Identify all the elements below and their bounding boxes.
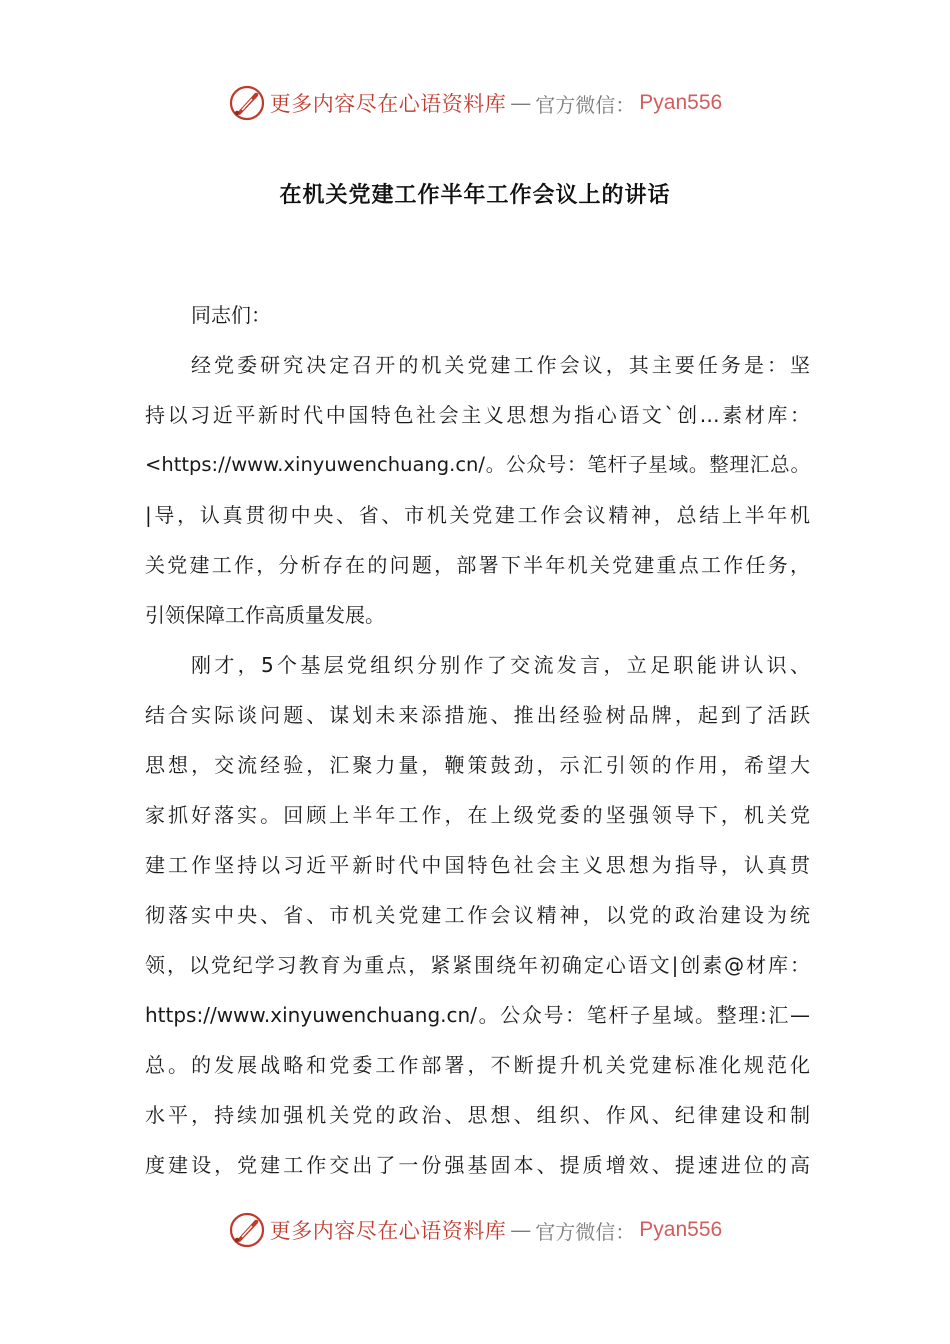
banner-content <box>228 84 722 122</box>
paragraph-line: <https://www.xinyuwenchuang.cn/。公众号：笔杆子星域。整理汇总。 <box>145 453 810 476</box>
paragraph-line: 度建设，党建工作交出了一份强基固本、提质增效、提速进位的高 <box>145 1153 810 1177</box>
banner-content <box>228 1211 722 1249</box>
paragraph-line: 刚才，5个基层党组织分别作了交流发言，立足职能讲认识、 <box>191 653 810 677</box>
paragraph-line: 引领保障工作高质量发展。 <box>145 603 385 627</box>
document-title: 在机关党建工作半年工作会议上的讲话 <box>279 183 671 208</box>
paragraph-line: |导，认真贯彻中央、省、市机关党建工作会议精神，总结上半年机 <box>145 503 810 527</box>
quill-logo-icon <box>228 84 266 122</box>
document-body <box>145 290 810 1190</box>
paragraph-line: 建工作坚持以习近平新时代中国特色社会主义思想为指导，认真贯 <box>145 853 810 877</box>
banner-main-text: 更多内容尽在心语资料库 <box>269 1219 507 1243</box>
paragraph-line: 总。的发展战略和党委工作部署，不断提升机关党建标准化规范化 <box>145 1053 810 1077</box>
header-banner <box>0 78 950 128</box>
salutation-line: 同志们： <box>191 303 271 327</box>
banner-wechat-label: 官方微信： <box>535 1219 636 1244</box>
paragraph-line: 思想，交流经验，汇聚力量，鞭策鼓劲，示汇引领的作用，希望大 <box>145 753 810 777</box>
footer-banner <box>0 1205 950 1255</box>
banner-wechat-label: 官方微信： <box>535 92 636 117</box>
paragraph-line: 家抓好落实。回顾上半年工作，在上级党委的坚强领导下，机关党 <box>145 803 810 827</box>
paragraph-line: 水平，持续加强机关党的政治、思想、组织、作风、纪律建设和制 <box>145 1103 810 1127</box>
banner-separator: — <box>510 91 532 115</box>
quill-logo-icon <box>228 1211 266 1249</box>
paragraph-line: 彻落实中央、省、市机关党建工作会议精神，以党的政治建设为统 <box>145 903 810 927</box>
paragraph-line: 领，以党纪学习教育为重点，紧紧围绕年初确定心语文|创素@材库： <box>145 953 810 977</box>
banner-wechat-handle: Pyan556 <box>639 1218 723 1241</box>
banner-separator: — <box>510 1218 532 1242</box>
paragraph-line: 经党委研究决定召开的机关党建工作会议，其主要任务是：坚 <box>191 353 810 377</box>
banner-wechat-handle: Pyan556 <box>639 91 723 114</box>
paragraph-line: 结合实际谈问题、谋划未来添措施、推出经验树品牌，起到了活跃 <box>145 703 810 727</box>
paragraph-line: https://www.xinyuwenchuang.cn/。公众号：笔杆子星域。整理:汇— <box>145 1003 810 1027</box>
paragraph-line: 关党建工作，分析存在的问题，部署下半年机关党建重点工作任务， <box>145 553 810 577</box>
paragraph-line: 持以习近平新时代中国特色社会主义思想为指心语文`创…素材库： <box>145 403 810 427</box>
banner-main-text: 更多内容尽在心语资料库 <box>269 92 507 116</box>
